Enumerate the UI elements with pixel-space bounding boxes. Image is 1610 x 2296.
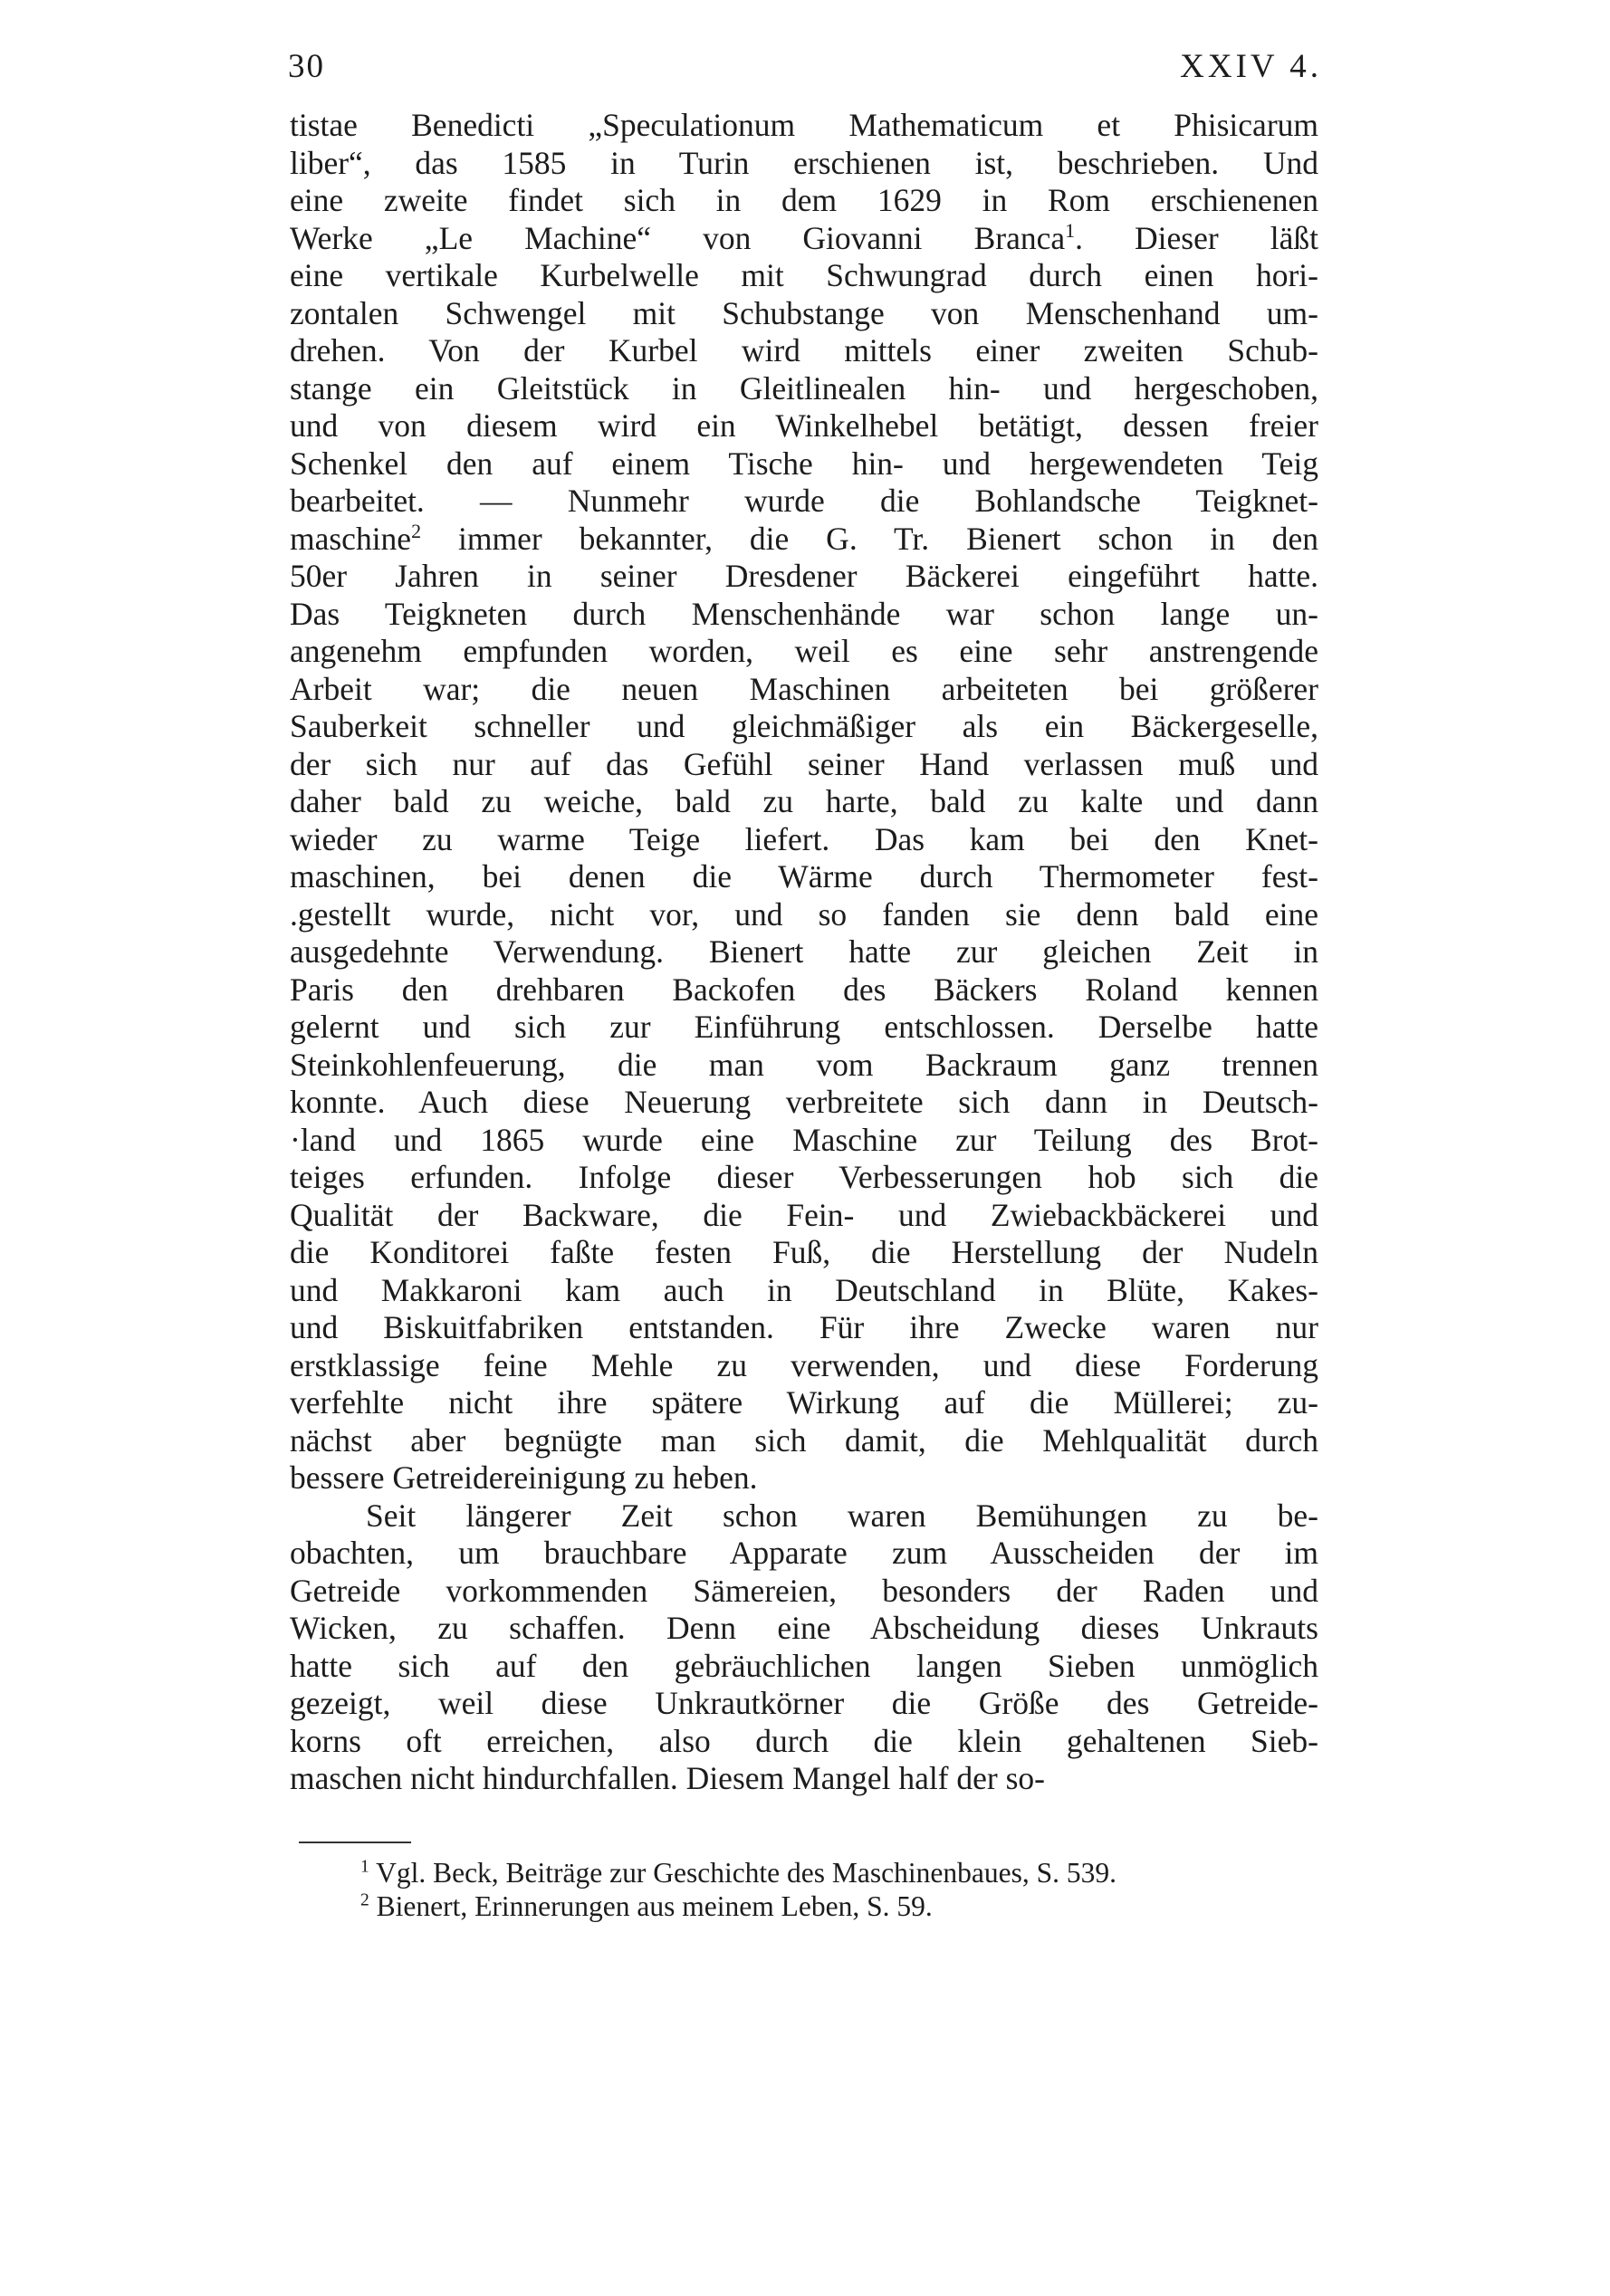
text-line: bearbeitet. — Nunmehr wurde die Bohlandsche Teigknet- [290, 483, 1318, 519]
text-line: Das Teigkneten durch Menschenhände war schon lange un- [290, 595, 1318, 632]
footnote-rule [299, 1842, 411, 1843]
text-line: stange ein Gleitstück in Gleitlinealen hin- und hergeschoben, [290, 369, 1318, 407]
text-line: und Makkaroni kam auch in Deutschland in Blüte, Kakes- [290, 1271, 1318, 1308]
footnote-text: Bienert, Erinnerungen aus meinem Leben, S. 59. [376, 1890, 933, 1922]
footnote-text: Vgl. Beck, Beiträge zur Geschichte des Maschinenbaues, S. 539. [376, 1857, 1116, 1889]
text-line: Werke „Le Machine“ von Giovanni Branca$^1$. Dieser läßt [290, 219, 1318, 256]
text-line: angenehm empfunden worden, weil es eine sehr anstrengende [290, 633, 1318, 669]
text-line: maschen nicht hindurchfallen. Diesem Mangel half der so- [290, 1760, 1045, 1796]
paragraph [290, 1497, 1318, 1798]
text-line: wieder zu warme Teige liefert. Das kam bei den Knet- [290, 820, 1318, 857]
text-line: korns oft erreichen, also durch die klein gehaltenen Sieb- [290, 1722, 1318, 1759]
footnote-mark: 1 [360, 1857, 369, 1877]
footnote-ref: 1 [1065, 219, 1076, 242]
text-line: drehen. Von der Kurbel wird mittels einer zweiten Schub- [290, 332, 1318, 368]
text-line: tistae Benedicti „Speculationum Mathematicum et Phisicarum [290, 107, 1318, 143]
text-line: und Biskuitfabriken entstanden. Für ihre Zwecke waren nur [290, 1309, 1318, 1345]
text-line: 50er Jahren in seiner Dresdener Bäckerei eingeführt hatte. [290, 558, 1318, 594]
running-header [288, 47, 1322, 92]
text-line: die Konditorei faßte festen Fuß, die Herstellung der Nudeln [290, 1234, 1318, 1270]
text-line: der sich nur auf das Gefühl seiner Hand verlassen muß und [290, 745, 1318, 782]
footnote [360, 1856, 1320, 1889]
footnote [360, 1889, 1320, 1923]
text-line: maschine$^2$ immer bekannter, die G. Tr. Bienert schon in den [290, 520, 1318, 557]
footnote-ref: 2 [411, 520, 422, 542]
text-line: nächst aber begnügte man sich damit, die Mehlqualität durch [290, 1421, 1318, 1459]
page-number: 30 [288, 48, 325, 85]
text-line: Qualität der Backware, die Fein- und Zwiebackbäckerei und [290, 1196, 1318, 1233]
text-line: obachten, um brauchbare Apparate zum Ausscheiden der im [290, 1535, 1318, 1571]
text-line: ·land und 1865 wurde eine Maschine zur Teilung des Brot- [290, 1121, 1318, 1158]
footnotes [360, 1856, 1320, 1923]
text-line: teiges erfunden. Infolge dieser Verbesserungen hob sich die [290, 1159, 1318, 1195]
text-line: Getreide vorkommenden Sämereien, besonders der Raden und [290, 1572, 1318, 1609]
text-line: und von diesem wird ein Winkelhebel betätigt, dessen freier [290, 407, 1318, 444]
text-line: erstklassige feine Mehle zu verwenden, und diese Forderung [290, 1346, 1318, 1383]
text-line: eine vertikale Kurbelwelle mit Schwungrad durch einen hori- [290, 257, 1318, 293]
text-line: gelernt und sich zur Einführung entschlossen. Derselbe hatte [290, 1009, 1318, 1045]
text-line: Paris den drehbaren Backofen des Bäckers Roland kennen [290, 971, 1318, 1008]
text-line: Seit längerer Zeit schon waren Bemühungen zu be- [366, 1497, 1318, 1534]
paragraph [290, 107, 1318, 1497]
text-line: zontalen Schwengel mit Schubstange von Menschenhand um- [290, 294, 1318, 331]
text-line: .gestellt wurde, nicht vor, und so fanden sie denn bald eine [290, 895, 1318, 933]
text-line: bessere Getreidereinigung zu heben. [290, 1459, 758, 1496]
text-line: eine zweite findet sich in dem 1629 in Rom erschienenen [290, 182, 1318, 218]
text-line: daher bald zu weiche, bald zu harte, bald zu kalte und dann [290, 783, 1318, 819]
main-text [290, 107, 1318, 1798]
text-line: hatte sich auf den gebräuchlichen langen Sieben unmöglich [290, 1647, 1318, 1684]
text-line: Steinkohlenfeuerung, die man vom Backraum ganz trennen [290, 1046, 1318, 1083]
text-line: gezeigt, weil diese Unkrautkörner die Größe des Getreide- [290, 1685, 1318, 1721]
text-line: liber“, das 1585 in Turin erschienen ist, beschrieben. Und [290, 144, 1318, 181]
text-line: verfehlte nicht ihre spätere Wirkung auf die Müllerei; zu- [290, 1384, 1318, 1421]
text-line: maschinen, bei denen die Wärme durch Thermometer fest- [290, 858, 1318, 894]
text-line: Schenkel den auf einem Tische hin- und hergewendeten Teig [290, 445, 1318, 482]
text-line: Wicken, zu schaffen. Denn eine Abscheidung dieses Unkrauts [290, 1610, 1318, 1646]
chapter-signature: XXIV 4. [1180, 48, 1322, 85]
text-line: Arbeit war; die neuen Maschinen arbeiteten bei größerer [290, 670, 1318, 707]
text-line: Sauberkeit schneller und gleichmäßiger als ein Bäckergeselle, [290, 708, 1318, 744]
text-line: ausgedehnte Verwendung. Bienert hatte zur gleichen Zeit in [290, 933, 1318, 970]
footnote-mark: 2 [360, 1890, 369, 1910]
text-line: konnte. Auch diese Neuerung verbreitete sich dann in Deutsch- [290, 1084, 1318, 1120]
